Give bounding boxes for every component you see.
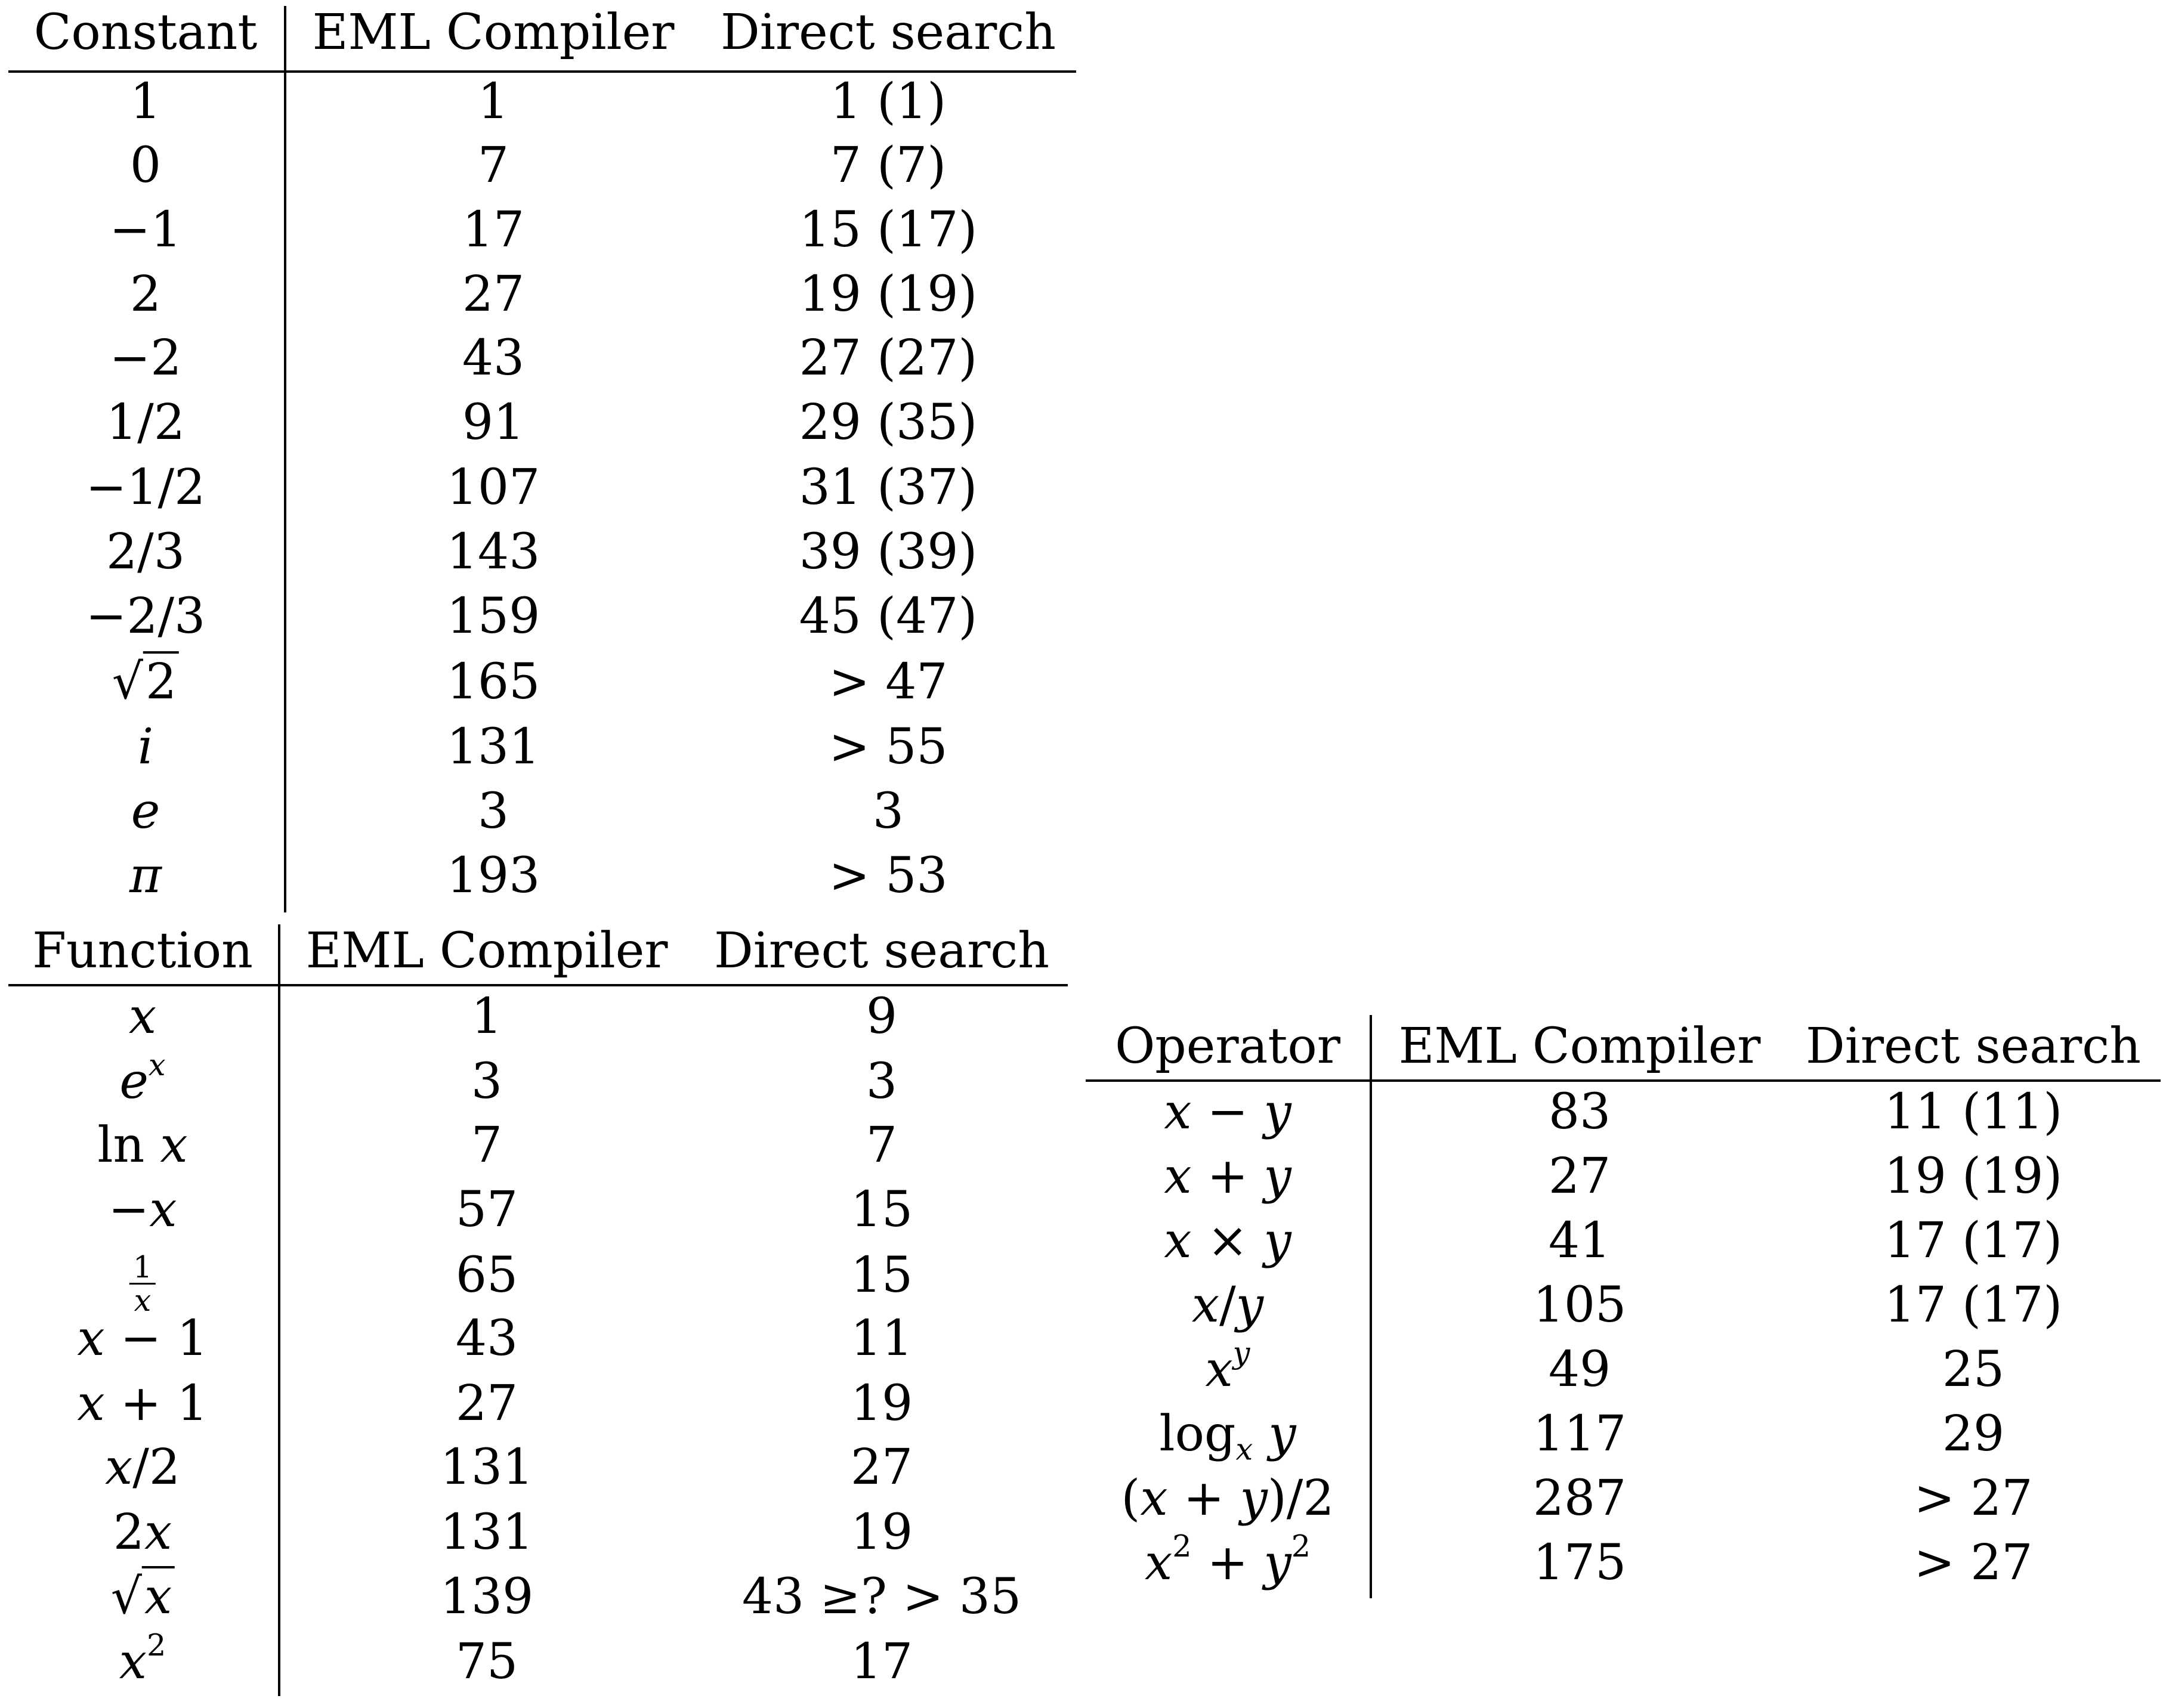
eml-compiler-value: 143 xyxy=(446,524,540,580)
eml-compiler-value: 117 xyxy=(1532,1406,1627,1462)
eml-compiler-value: 139 xyxy=(440,1568,534,1625)
header-rule xyxy=(1086,1079,2161,1082)
column-divider xyxy=(278,924,280,1696)
row-label: $\frac{1}{x}$ xyxy=(129,1251,156,1317)
header-rule xyxy=(8,70,1076,73)
eml-compiler-value: 1 xyxy=(471,988,503,1045)
row-label: x + y xyxy=(1164,1148,1291,1205)
direct-search-value: 17 (17) xyxy=(1884,1277,2063,1333)
direct-search-value: > 53 xyxy=(829,847,948,904)
eml-compiler-value: 3 xyxy=(471,1053,503,1110)
row-label: −1 xyxy=(109,202,182,258)
direct-search-value: 19 (19) xyxy=(799,266,978,323)
eml-compiler-value: 287 xyxy=(1532,1470,1627,1527)
eml-compiler-value: 107 xyxy=(446,459,540,516)
row-label: x/2 xyxy=(104,1439,181,1496)
direct-search-value: 15 (17) xyxy=(799,202,978,258)
eml-compiler-value: 131 xyxy=(440,1439,534,1496)
row-label: −2/3 xyxy=(85,588,206,645)
row-label: ln x xyxy=(97,1117,188,1174)
row-label: −1/2 xyxy=(85,459,206,516)
direct-search-value: > 27 xyxy=(1914,1470,2033,1527)
direct-search-value: 1 (1) xyxy=(830,73,947,130)
eml-compiler-value: 43 xyxy=(462,330,525,386)
direct-search-value: 19 (19) xyxy=(1884,1148,2063,1205)
column-header: EML Compiler xyxy=(305,923,668,979)
row-label: π xyxy=(129,847,162,904)
eml-compiler-value: 65 xyxy=(455,1247,518,1304)
eml-compiler-value: 17 xyxy=(462,202,525,258)
row-label: 2x xyxy=(113,1504,172,1561)
direct-search-value: 15 xyxy=(850,1181,913,1238)
constants-table xyxy=(8,0,1076,924)
direct-search-value: 29 (35) xyxy=(799,394,978,451)
direct-search-value: > 47 xyxy=(829,654,948,710)
direct-search-value: 17 (17) xyxy=(1884,1212,2063,1269)
direct-search-value: 25 xyxy=(1942,1341,2005,1398)
direct-search-value: 11 (11) xyxy=(1884,1084,2063,1140)
column-header: Direct search xyxy=(1805,1018,2142,1075)
row-label: x − y xyxy=(1164,1084,1291,1140)
direct-search-value: 9 xyxy=(866,988,898,1045)
direct-search-value: 43 ≥? > 35 xyxy=(741,1568,1022,1625)
column-divider xyxy=(284,6,286,912)
direct-search-value: > 55 xyxy=(829,719,948,775)
eml-compiler-value: 131 xyxy=(446,719,540,775)
row-label: $x^2 + y^2$ xyxy=(1144,1528,1311,1591)
direct-search-value: > 27 xyxy=(1914,1534,2033,1591)
eml-compiler-value: 27 xyxy=(462,266,525,323)
direct-search-value: 17 xyxy=(850,1633,913,1690)
direct-search-value: 29 xyxy=(1942,1406,2005,1462)
direct-search-value: 39 (39) xyxy=(799,524,978,580)
functions-table xyxy=(8,918,1068,1708)
eml-compiler-value: 75 xyxy=(455,1633,518,1690)
column-header: EML Compiler xyxy=(1398,1018,1761,1075)
direct-search-value: 3 xyxy=(872,783,904,840)
row-label: 2 xyxy=(129,266,162,323)
row-label: 1/2 xyxy=(106,394,185,451)
row-label: √2 xyxy=(112,658,179,707)
direct-search-value: 19 xyxy=(850,1504,913,1561)
row-label: $x^2$ xyxy=(119,1627,166,1690)
eml-compiler-value: 41 xyxy=(1548,1212,1611,1269)
direct-search-value: 15 xyxy=(850,1247,913,1304)
eml-compiler-value: 49 xyxy=(1548,1341,1611,1398)
direct-search-value: 45 (47) xyxy=(799,588,978,645)
operators-table xyxy=(1086,1014,2161,1610)
row-label: e xyxy=(131,783,160,840)
row-label: x × y xyxy=(1164,1212,1291,1269)
row-label: x + 1 xyxy=(77,1375,208,1432)
column-header: EML Compiler xyxy=(312,4,675,61)
eml-compiler-value: 43 xyxy=(455,1310,518,1367)
column-header: Function xyxy=(32,923,253,979)
row-label: 1 xyxy=(129,73,162,130)
column-header: Direct search xyxy=(720,4,1056,61)
row-label: $e^x$ xyxy=(119,1047,166,1110)
column-divider xyxy=(1370,1015,1372,1598)
eml-compiler-value: 105 xyxy=(1532,1277,1627,1333)
direct-search-value: 27 (27) xyxy=(799,330,978,386)
eml-compiler-value: 193 xyxy=(446,847,540,904)
row-label: i xyxy=(137,719,154,775)
eml-compiler-value: 7 xyxy=(477,137,509,194)
row-label: 2/3 xyxy=(106,524,185,580)
column-header: Direct search xyxy=(713,923,1050,979)
direct-search-value: 7 (7) xyxy=(830,137,947,194)
eml-compiler-value: 165 xyxy=(446,654,540,710)
direct-search-value: 31 (37) xyxy=(799,459,978,516)
direct-search-value: 3 xyxy=(866,1053,898,1110)
eml-compiler-value: 27 xyxy=(455,1375,518,1432)
eml-compiler-value: 83 xyxy=(1548,1084,1611,1140)
header-rule xyxy=(8,984,1068,986)
row-label: (x + y)/2 xyxy=(1121,1470,1334,1527)
eml-compiler-value: 131 xyxy=(440,1504,534,1561)
row-label: −2 xyxy=(109,330,182,386)
row-label: x/y xyxy=(1191,1277,1264,1333)
direct-search-value: 27 xyxy=(850,1439,913,1496)
column-header: Constant xyxy=(33,4,258,61)
direct-search-value: 19 xyxy=(850,1375,913,1432)
row-label: 0 xyxy=(129,137,162,194)
row-label: −x xyxy=(108,1181,177,1238)
direct-search-value: 7 xyxy=(866,1117,898,1174)
eml-compiler-value: 27 xyxy=(1548,1148,1611,1205)
row-label: $x^y$ xyxy=(1205,1335,1250,1398)
eml-compiler-value: 175 xyxy=(1532,1534,1627,1591)
row-label: x xyxy=(128,988,157,1045)
eml-compiler-value: 7 xyxy=(471,1117,503,1174)
eml-compiler-value: 159 xyxy=(446,588,540,645)
column-header: Operator xyxy=(1115,1018,1340,1075)
row-label: $\log_x y$ xyxy=(1159,1406,1296,1467)
row-label: x − 1 xyxy=(77,1310,208,1367)
eml-compiler-value: 57 xyxy=(455,1181,518,1238)
eml-compiler-value: 1 xyxy=(477,73,509,130)
row-label: √x xyxy=(111,1573,175,1622)
eml-compiler-value: 91 xyxy=(462,394,525,451)
eml-compiler-value: 3 xyxy=(477,783,509,840)
direct-search-value: 11 xyxy=(850,1310,913,1367)
